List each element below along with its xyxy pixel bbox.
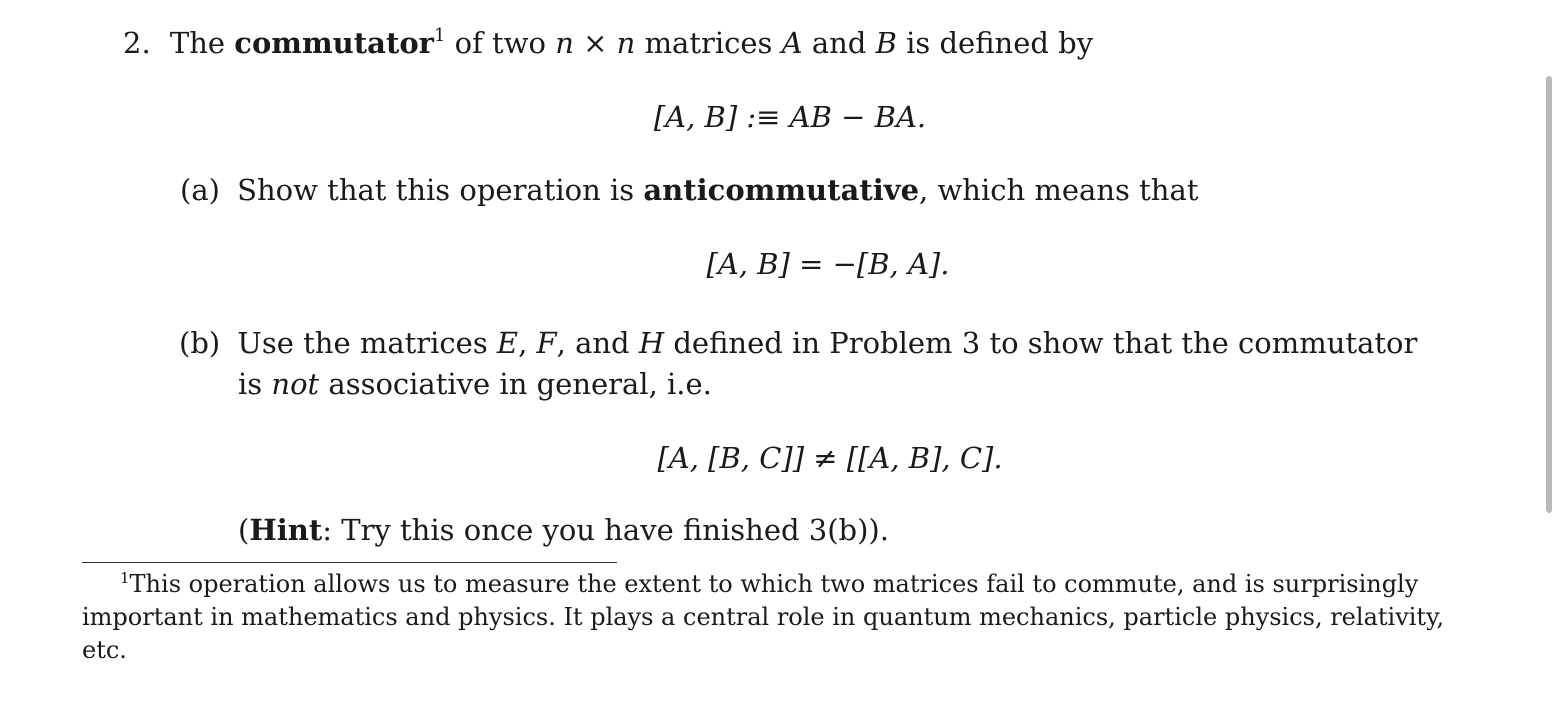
part-b-is: is xyxy=(238,367,263,401)
part-a-text: Show that this operation is xyxy=(237,173,635,207)
intro-the: The xyxy=(169,26,226,60)
intro-text-1: of two xyxy=(454,26,546,60)
footnote-line-3: etc. xyxy=(82,636,127,664)
var-a: A xyxy=(781,26,803,60)
anticommutative-term: anticommutative xyxy=(643,173,920,207)
comma: , xyxy=(518,326,528,360)
intro-text-2: matrices xyxy=(644,26,773,60)
var-n: n xyxy=(555,26,574,60)
part-a-text-after: , which means that xyxy=(919,173,1199,207)
vertical-scrollbar[interactable] xyxy=(1546,76,1552,513)
times-symbol: × xyxy=(583,26,608,60)
part-a-label: (a) xyxy=(180,173,220,207)
emphasis-not: not xyxy=(271,367,320,401)
part-a-equation: [A, B] = −[B, A]. xyxy=(706,247,950,281)
footnote-text-1: This operation allows us to measure the extent to which two matrices fail to commute, and is surprisingly xyxy=(129,570,1419,598)
hint-text: : Try this once you have finished 3(b)). xyxy=(322,513,889,547)
commutator-term: commutator xyxy=(234,26,434,60)
var-b: B xyxy=(875,26,897,60)
part-b-equation: [A, [B, C]] ≠ [[A, B], C]. xyxy=(657,441,1003,475)
part-b-line-2 xyxy=(238,366,712,402)
footnote-line-2: important in mathematics and physics. It plays a central role in quantum mechanics, particle physics, relativity, xyxy=(82,603,1445,631)
part-a xyxy=(180,172,1198,208)
footnote-line-1 xyxy=(120,568,1418,601)
var-e: E xyxy=(496,326,519,360)
comma-and: , and xyxy=(556,326,630,360)
var-n: n xyxy=(616,26,636,60)
problem-intro xyxy=(123,25,1093,61)
intro-and: and xyxy=(811,26,867,60)
part-b-text: Use the matrices xyxy=(237,326,488,360)
footnote-marker: 1 xyxy=(433,25,446,46)
var-h: H xyxy=(638,326,665,360)
var-f: F xyxy=(536,326,557,360)
part-b-label: (b) xyxy=(179,326,221,360)
problem-number: 2. xyxy=(123,26,151,60)
hint-label: Hint xyxy=(249,513,323,547)
footnote-number: 1 xyxy=(120,569,130,587)
part-b-line-1 xyxy=(179,325,1417,361)
hint-paren: ( xyxy=(238,513,250,547)
part-b-line2-end: associative in general, i.e. xyxy=(328,367,712,401)
intro-text-3: is defined by xyxy=(906,26,1094,60)
footnote-rule xyxy=(82,562,617,563)
commutator-definition: [A, B] :≡ AB − BA. xyxy=(653,100,927,134)
part-b-text-end: defined in Problem 3 to show that the commutator xyxy=(673,326,1418,360)
hint xyxy=(238,512,889,548)
